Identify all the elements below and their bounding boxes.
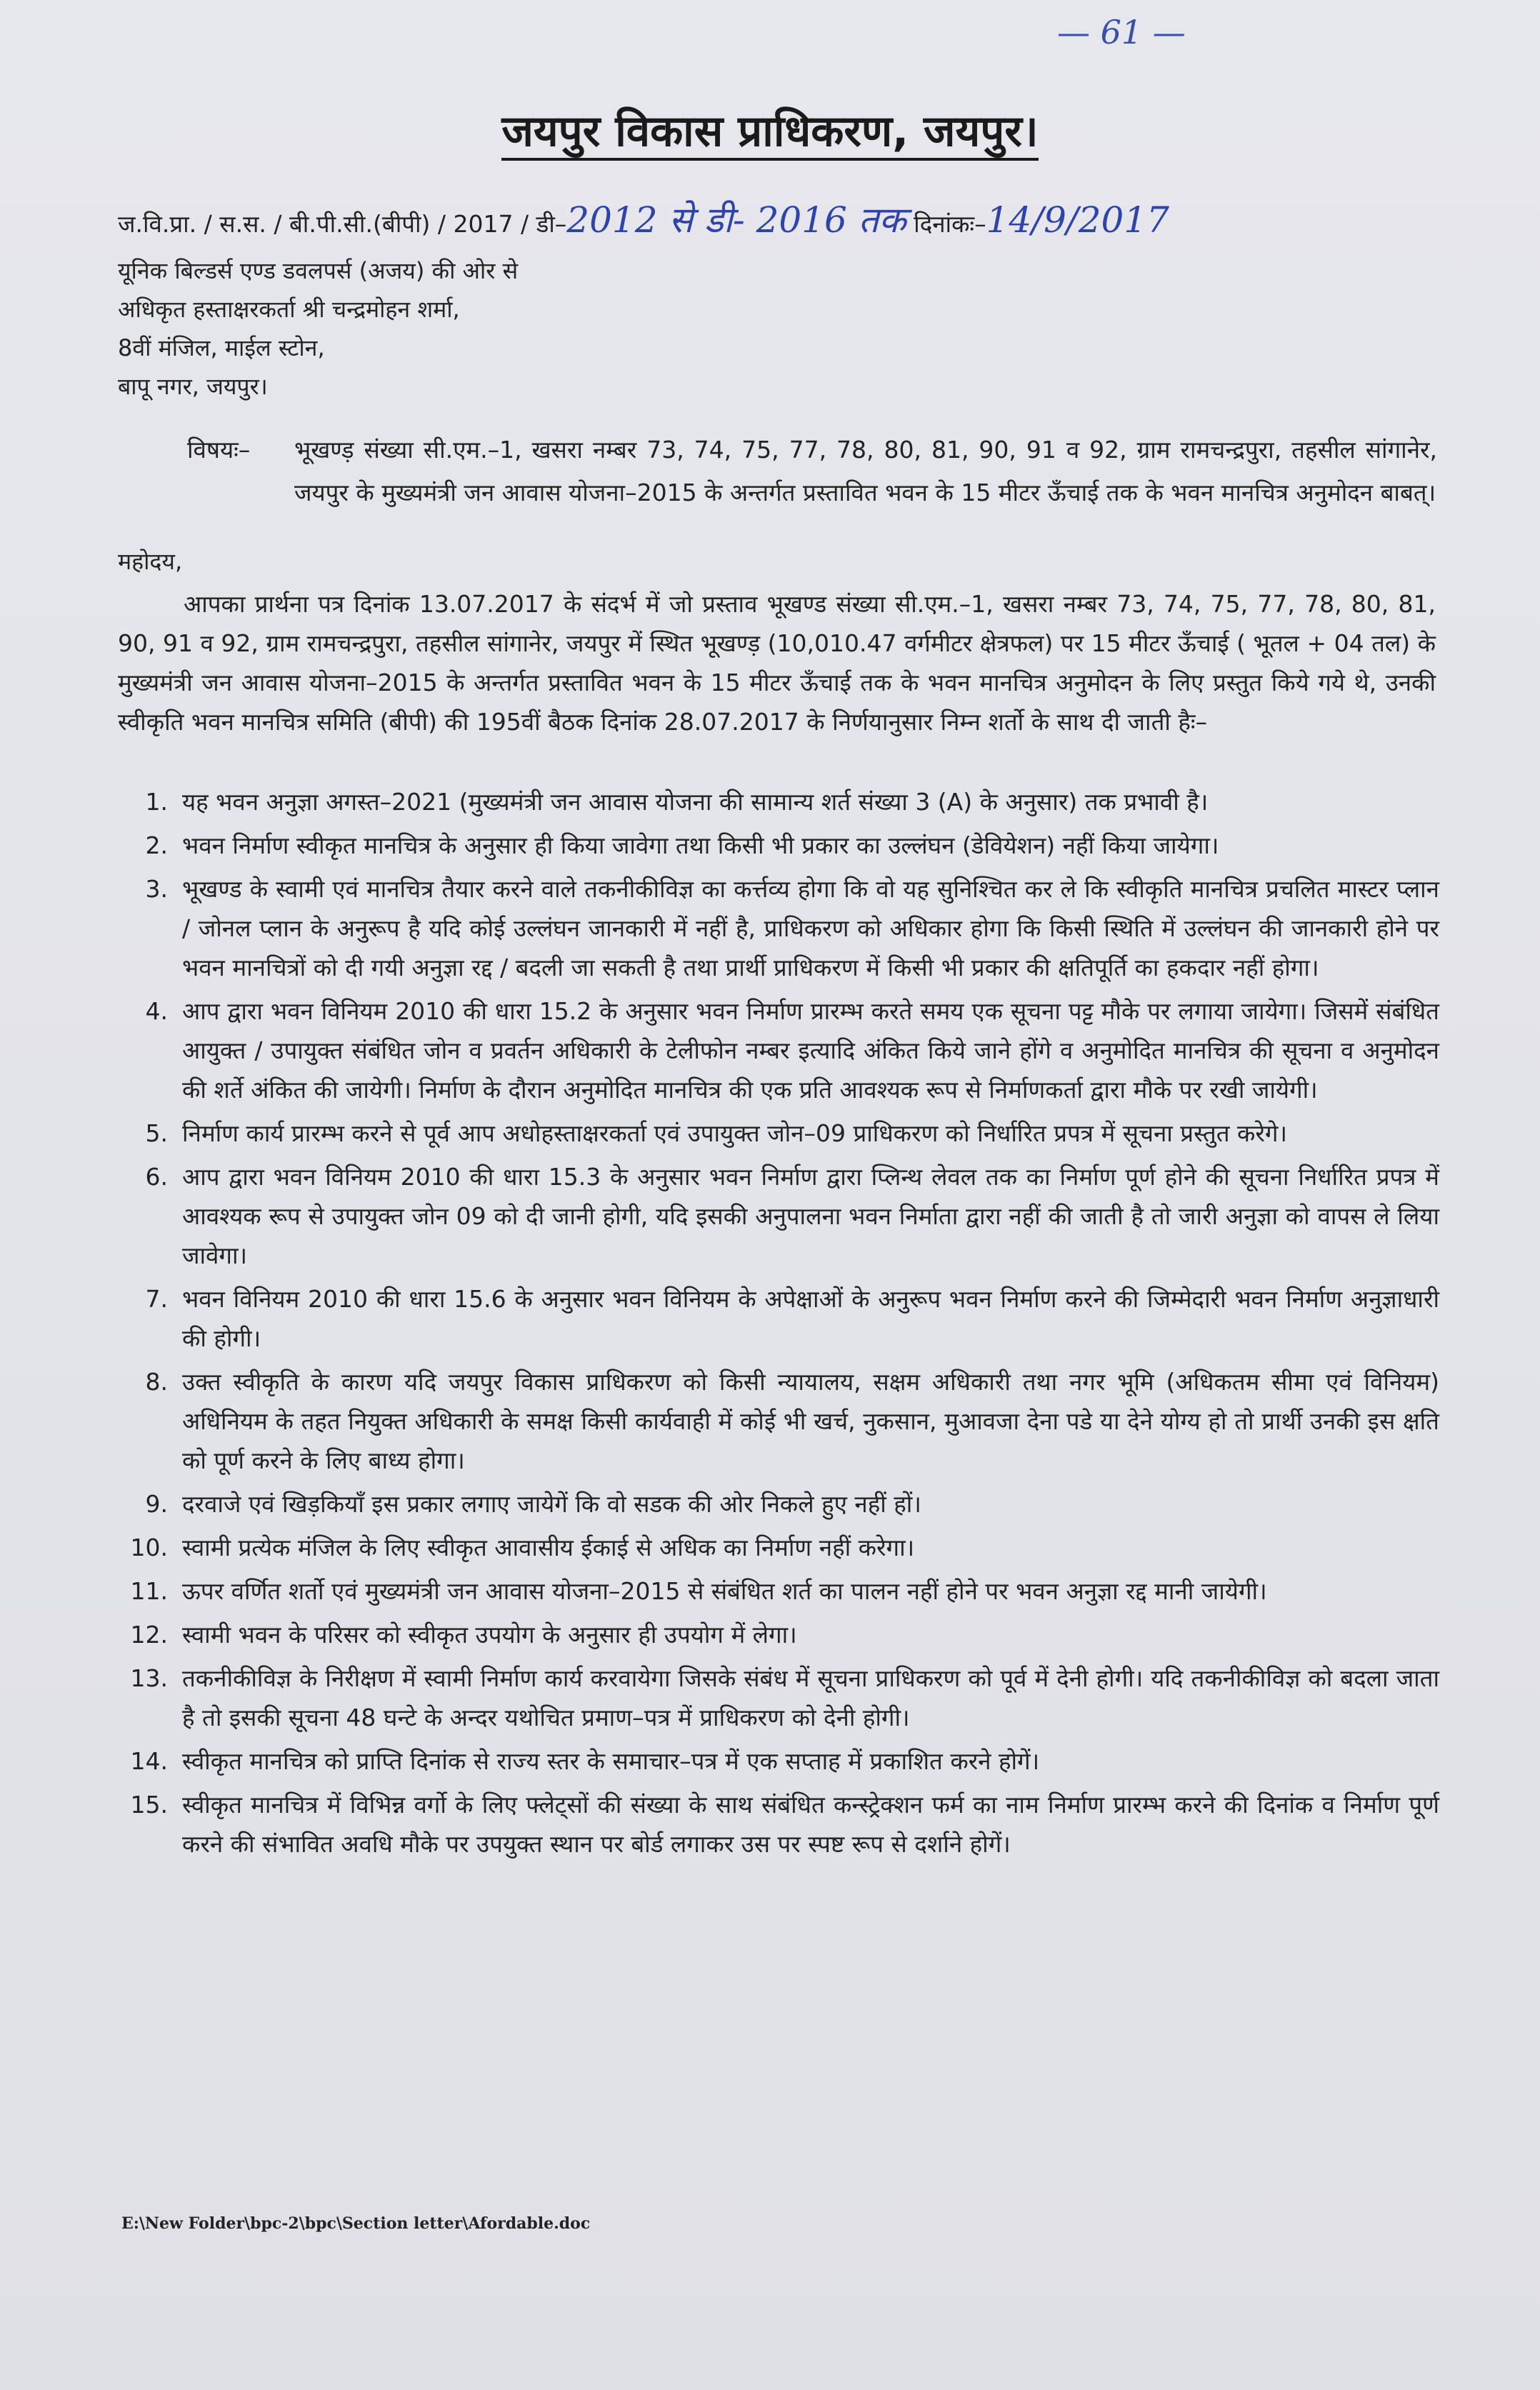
condition-number: 14. bbox=[130, 1747, 168, 1775]
condition-text: भवन विनियम 2010 की धारा 15.6 के अनुसार भवन विनियम के अपेक्षाओं के अनुरूप भवन निर्माण करने की जिम्मेदारी भवन निर्माण अनुज्ञाधारी की होगी। bbox=[182, 1285, 1439, 1352]
condition-item bbox=[118, 1785, 1439, 1864]
date-label: दिनांकः– bbox=[914, 210, 986, 238]
subject-block bbox=[187, 429, 1437, 514]
condition-item bbox=[118, 1659, 1439, 1737]
condition-item bbox=[118, 1484, 1439, 1524]
conditions-list bbox=[118, 782, 1439, 1868]
condition-number: 12. bbox=[130, 1621, 168, 1649]
condition-number: 1. bbox=[145, 788, 168, 816]
address-line: बापू नगर, जयपुर। bbox=[118, 373, 268, 400]
condition-text: आप द्वारा भवन विनियम 2010 की धारा 15.3 के अनुसार भवन निर्माण द्वारा प्लिन्थ लेवल तक का निर्माण पूर्ण होने की सूचना निर्धारित प्रपत्र में आवश्यक रूप से उपायुक्त जोन 09 को दी जानी होगी, यदि इसकी अनुपालना भवन निर्माता द्वारा नहीं की जाती है तो जारी अनुज्ञा को वापस ले लिया जावेगा। bbox=[182, 1163, 1439, 1269]
condition-number: 8. bbox=[145, 1368, 168, 1396]
condition-number: 6. bbox=[145, 1163, 168, 1191]
condition-number: 7. bbox=[145, 1285, 168, 1313]
body-paragraph: आपका प्रार्थना पत्र दिनांक 13.07.2017 के संदर्भ में जो प्रस्ताव भूखण्ड संख्या सी.एम.–1, खसरा नम्बर 73, 74, 75, 77, 78, 80, 81, 90, 91 व 92, ग्राम रामचन्द्रपुरा, तहसील सांगानेर, जयपुर में स्थित भूखण्ड़ (10,010.47 वर्गमीटर क्षेत्रफल) पर 15 मीटर ऊँचाई ( भूतल + 04 तल) के मुख्यमंत्री जन आवास योजना–2015 के अन्तर्गत प्रस्तावित भवन के 15 मीटर ऊँचाई तक के भवन मानचित्र अनुमोदन के लिए प्रस्तुत किये गये थे, उनकी स्वीकृति भवन मानचित्र समिति (बीपी) की 195वीं बैठक दिनांक 28.07.2017 के निर्णयानुसार निम्न शर्तो के साथ दी जाती हैः– bbox=[118, 590, 1436, 736]
condition-text: ऊपर वर्णित शर्तो एवं मुख्यमंत्री जन आवास योजना–2015 से संबंधित शर्त का पालन नहीं होने पर भवन अनुज्ञा रद्द मानी जायेगी। bbox=[182, 1577, 1267, 1605]
condition-number: 15. bbox=[130, 1791, 168, 1819]
condition-item bbox=[118, 1362, 1439, 1480]
subject-text: भूखण्ड़ संख्या सी.एम.–1, खसरा नम्बर 73, 74, 75, 77, 78, 80, 81, 90, 91 व 92, ग्राम रामचन्द्रपुरा, तहसील सांगानेर, जयपुर के मुख्यमंत्री जन आवास योजना–2015 के अन्तर्गत प्रस्तावित भवन के 15 मीटर ऊँचाई तक के भवन मानचित्र अनुमोदन बाबत्। bbox=[294, 436, 1437, 506]
condition-text: निर्माण कार्य प्रारम्भ करने से पूर्व आप अधोहस्ताक्षरकर्ता एवं उपायुक्त जोन–09 प्राधिकरण को निर्धारित प्रपत्र में सूचना प्रस्तुत करेगे। bbox=[182, 1119, 1287, 1147]
condition-text: आप द्वारा भवन विनियम 2010 की धारा 15.2 के अनुसार भवन निर्माण प्रारम्भ करते समय एक सूचना पट्ट मौके पर लगाया जायेगा। जिसमें संबंधित आयुक्त / उपायुक्त संबंधित जोन व प्रवर्तन अधिकारी के टेलीफोन नम्बर इत्यादि अंकित किये जाने होंगे व अनुमोदित मानचित्र की सूचना व अनुमोदन की शर्ते अंकित की जायेगी। निर्माण के दौरान अनुमोदित मानचित्र की एक प्रति आवश्यक रूप से निर्माणकर्ता द्वारा मौके पर रखी जायेगी। bbox=[182, 997, 1439, 1104]
condition-number: 2. bbox=[145, 831, 168, 859]
condition-text: दरवाजे एवं खिड़कियाँ इस प्रकार लगाए जायेगें कि वो सडक की ओर निकले हुए नहीं हों। bbox=[182, 1490, 921, 1518]
authority-heading: जयपुर विकास प्राधिकरण, जयपुर। bbox=[501, 106, 1038, 161]
address-line: अधिकृत हस्ताक्षरकर्ता श्री चन्द्रमोहन शर्मा, bbox=[118, 296, 460, 323]
condition-text: तकनीकीविज्ञ के निरीक्षण में स्वामी निर्माण कार्य करवायेगा जिसके संबंध में सूचना प्राधिकरण को पूर्व में देनी होगी। यदि तकनीकीविज्ञ को बदला जाता है तो इसकी सूचना 48 घन्टे के अन्दर यथोचित प्रमाण–पत्र में प्राधिकरण को देनी होगी। bbox=[182, 1664, 1439, 1731]
condition-item bbox=[118, 1528, 1439, 1567]
condition-item bbox=[118, 826, 1439, 865]
page-title bbox=[0, 100, 1540, 159]
condition-item bbox=[118, 869, 1439, 987]
condition-text: उक्त स्वीकृति के कारण यदि जयपुर विकास प्राधिकरण को किसी न्यायालय, सक्षम अधिकारी तथा नगर भूमि (अधिकतम सीमा एवं विनियम) अधिनियम के तहत नियुक्त अधिकारी के समक्ष किसी कार्यवाही में कोई भी खर्च, नुकसान, मुआवजा देना पडे या देने योग्य हो तो प्रार्थी उनकी इस क्षति को पूर्ण करने के लिए बाध्य होगा। bbox=[182, 1368, 1439, 1474]
condition-text: स्वामी भवन के परिसर को स्वीकृत उपयोग के अनुसार ही उपयोग में लेगा। bbox=[182, 1621, 797, 1649]
condition-item bbox=[118, 1279, 1439, 1358]
condition-number: 9. bbox=[145, 1490, 168, 1518]
condition-item bbox=[118, 1157, 1439, 1275]
salutation: महोदय, bbox=[118, 548, 183, 575]
condition-item bbox=[118, 1741, 1439, 1781]
reference-line bbox=[118, 194, 1511, 243]
condition-number: 4. bbox=[145, 997, 168, 1025]
condition-number: 3. bbox=[145, 875, 168, 903]
subject-label: विषयः– bbox=[187, 436, 251, 464]
condition-text: भूखण्ड के स्वामी एवं मानचित्र तैयार करने वाले तकनीकीविज्ञ का कर्त्तव्य होगा कि वो यह सुनिश्चित कर ले कि स्वीकृति मानचित्र प्रचलित मास्टर प्लान / जोनल प्लान के अनुरूप है यदि कोई उल्लंघन जानकारी में नहीं है, प्राधिकरण को अधिकार होगा कि किसी स्थिति में उल्लंघन की जानकारी होने पर भवन मानचित्रों को दी गयी अनुज्ञा रद्द / बदली जा सकती है तथा प्रार्थी प्राधिकरण में किसी भी प्रकार की क्षतिपूर्ति का हकदार नहीं होगा। bbox=[182, 875, 1439, 981]
condition-text: स्वीकृत मानचित्र को प्राप्ति दिनांक से राज्य स्तर के समाचार–पत्र में एक सप्ताह में प्रकाशित करने होगें। bbox=[182, 1747, 1040, 1775]
reference-prefix: ज.वि.प्रा. / स.स. / बी.पी.सी.(बीपी) / 2017 / डी– bbox=[118, 210, 567, 238]
condition-text: भवन निर्माण स्वीकृत मानचित्र के अनुसार ही किया जावेगा तथा किसी भी प्रकार का उल्लंघन (डेवियेशन) नहीं किया जायेगा। bbox=[182, 831, 1219, 859]
condition-item bbox=[118, 1615, 1439, 1654]
address-line: 8वीं मंजिल, माईल स्टोन, bbox=[118, 334, 325, 361]
condition-number: 5. bbox=[145, 1119, 168, 1147]
condition-text: यह भवन अनुज्ञा अगस्त–2021 (मुख्यमंत्री जन आवास योजना की सामान्य शर्त संख्या 3 (A) के अनुसार) तक प्रभावी है। bbox=[182, 788, 1209, 816]
condition-text: स्वामी प्रत्येक मंजिल के लिए स्वीकृत आवासीय ईकाई से अधिक का निर्माण नहीं करेगा। bbox=[182, 1534, 915, 1561]
handwritten-date: 14/9/2017 bbox=[986, 199, 1169, 241]
handwritten-page-number: — 61 — bbox=[1057, 13, 1186, 51]
file-path-footer: E:\New Folder\bpc-2\bpc\Section letter\Afordable.doc bbox=[121, 2214, 591, 2233]
condition-item bbox=[118, 782, 1439, 821]
recipient-address bbox=[118, 251, 975, 406]
address-line: यूनिक बिल्डर्स एण्ड डवलपर्स (अजय) की ओर से bbox=[118, 257, 519, 284]
condition-number: 11. bbox=[130, 1577, 168, 1605]
condition-text: स्वीकृत मानचित्र में विभिन्न वर्गो के लिए फ्लेट्सों की संख्या के साथ संबंधित कन्स्ट्रेक्शन फर्म का नाम निर्माण प्रारम्भ करने की दिनांक व निर्माण पूर्ण करने की संभावित अवधि मौके पर उपयुक्त स्थान पर बोर्ड लगाकर उस पर स्पष्ट रूप से दर्शाने होगें। bbox=[182, 1791, 1439, 1858]
condition-item bbox=[118, 991, 1439, 1109]
condition-item bbox=[118, 1114, 1439, 1153]
handwritten-reference-numbers: 2012 से डी- 2016 तक bbox=[566, 199, 906, 241]
condition-item bbox=[118, 1571, 1439, 1611]
condition-number: 10. bbox=[130, 1534, 168, 1561]
condition-number: 13. bbox=[130, 1664, 168, 1692]
